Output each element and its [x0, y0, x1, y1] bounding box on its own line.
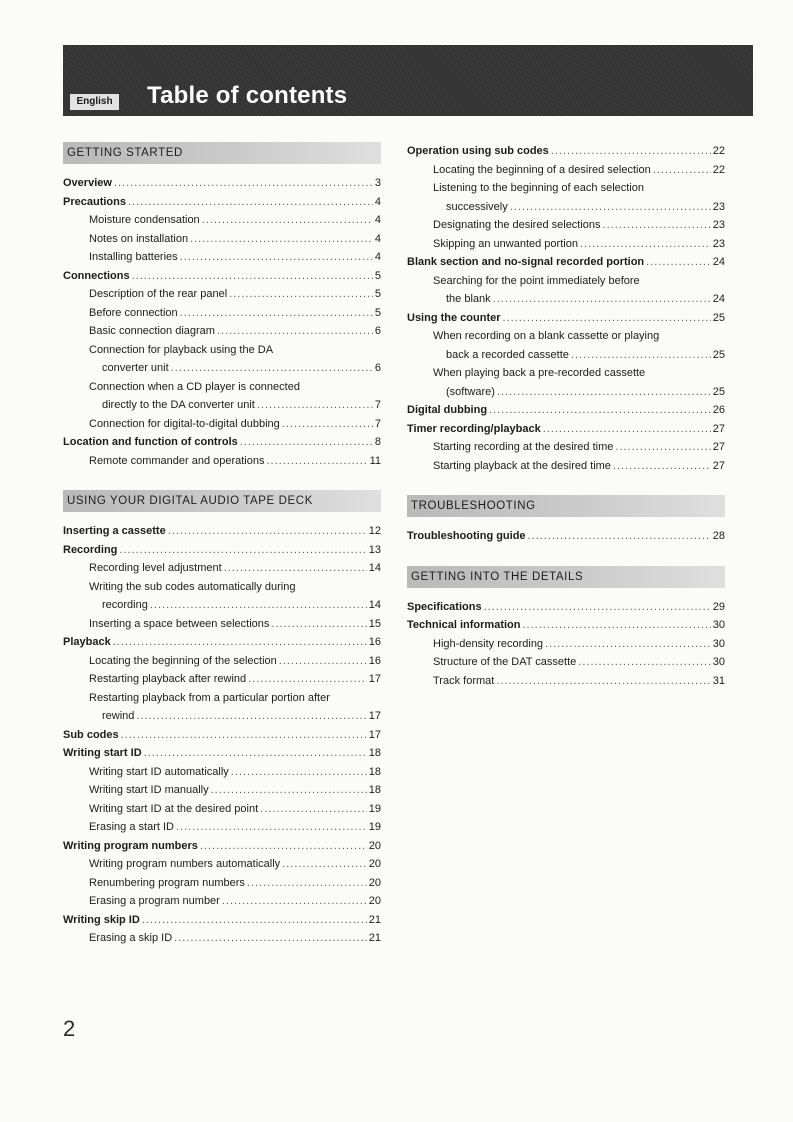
toc-entry-title: Connection for digital-to-digital dubbing: [89, 417, 280, 430]
toc-entry-title: Timer recording/playback: [407, 422, 541, 435]
dot-leader: [128, 193, 373, 212]
toc-entry-page: 24: [712, 293, 725, 305]
toc-entry-page: 26: [712, 404, 725, 416]
toc-entry[interactable]: [63, 559, 381, 578]
toc-entry[interactable]: [407, 272, 725, 291]
toc-entry-page: 20: [368, 895, 381, 907]
section-heading-troubleshooting: TROUBLESHOOTING: [407, 495, 725, 517]
toc-entry-title: Installing batteries: [89, 251, 178, 263]
toc-entry[interactable]: [63, 174, 381, 193]
toc-entry-title: Location and function of controls: [63, 436, 238, 448]
toc-entry[interactable]: [407, 672, 725, 691]
dot-leader: [211, 781, 367, 800]
toc-entry-page: 11: [369, 454, 381, 467]
toc-entry-title: Skipping an unwanted portion: [433, 237, 578, 250]
toc-entry-page: 19: [368, 821, 381, 833]
toc-entry-title: Listening to the beginning of each selection: [433, 182, 644, 194]
dot-leader: [257, 396, 373, 415]
toc-entry-title: Erasing a skip ID: [89, 932, 173, 944]
toc-entry[interactable]: [407, 327, 725, 346]
toc-entry-title: rewind: [102, 710, 135, 722]
toc-entry-title: Connection when a CD player is connected: [89, 380, 300, 393]
dot-leader: [180, 248, 373, 267]
toc-entry-page: 12: [368, 525, 381, 537]
toc-entry[interactable]: [407, 235, 725, 254]
toc-entry-title: Structure of the DAT cassette: [433, 656, 577, 668]
toc-entry[interactable]: [63, 615, 381, 634]
toc-entry[interactable]: [407, 364, 725, 383]
toc-entry-title: successively: [446, 200, 508, 213]
dot-leader: [571, 346, 711, 365]
dot-leader: [578, 653, 710, 672]
toc-entry-title: Designating the desired selections: [433, 219, 601, 231]
toc-entry-page: 5: [374, 269, 381, 282]
toc-left-column: [63, 142, 381, 948]
toc-entry-page: 25: [712, 348, 725, 361]
dot-leader: [202, 211, 373, 230]
toc-entry-title: the blank: [446, 293, 491, 305]
toc-entry-title: Connection for playback using the DA: [89, 343, 274, 356]
toc-entry[interactable]: [63, 359, 381, 378]
toc-entry-page: 30: [712, 656, 725, 668]
toc-entry-page: 4: [374, 214, 381, 226]
toc-entry-title: Writing start ID automatically: [89, 765, 229, 778]
toc-entry[interactable]: [407, 161, 725, 180]
toc-entry-page: 24: [712, 256, 725, 268]
toc-entry-title: Recording level adjustment: [89, 562, 222, 574]
toc-entry[interactable]: [63, 193, 381, 212]
toc-entry-title: Overview: [63, 177, 112, 189]
toc-entry-page: 20: [368, 876, 381, 889]
toc-entry-page: 8: [374, 436, 381, 448]
dot-leader: [615, 438, 710, 457]
toc-entry-title: Blank section and no-signal recorded portion: [407, 256, 645, 268]
toc-entry[interactable]: [407, 401, 725, 420]
toc-entry-page: 21: [368, 913, 381, 926]
toc-entry-page: 5: [374, 288, 381, 300]
toc-entry-title: Writing skip ID: [63, 913, 140, 926]
dot-leader: [171, 359, 373, 378]
toc-entry[interactable]: [407, 216, 725, 235]
toc-entry[interactable]: [63, 322, 381, 341]
dot-leader: [190, 230, 373, 249]
toc-entry[interactable]: [63, 230, 381, 249]
dot-leader: [168, 522, 367, 541]
toc-entry-title: When playing back a pre-recorded cassette: [433, 367, 646, 379]
dot-leader: [510, 198, 711, 217]
dot-leader: [260, 800, 367, 819]
toc-right-column: [407, 142, 725, 690]
toc-entry-title: Searching for the point immediately before: [433, 274, 640, 287]
toc-entry-page: 14: [368, 562, 381, 574]
toc-entry-page: 22: [712, 163, 725, 176]
dot-leader: [503, 309, 711, 328]
toc-entry-page: 18: [368, 765, 381, 778]
dot-leader: [646, 253, 711, 272]
dot-leader: [144, 744, 367, 763]
toc-entry-page: 20: [368, 858, 381, 870]
dot-leader: [282, 415, 373, 434]
toc-entry-page: 25: [712, 311, 725, 324]
toc-entry-title: converter unit: [102, 362, 169, 374]
dot-leader: [136, 707, 366, 726]
toc-entry-page: 6: [374, 362, 381, 374]
toc-entry[interactable]: [407, 253, 725, 272]
toc-entry-title: Inserting a space between selections: [89, 617, 270, 630]
toc-entry[interactable]: [63, 341, 381, 360]
dot-leader: [522, 616, 710, 635]
toc-entry[interactable]: [407, 616, 725, 635]
toc-entry[interactable]: [63, 378, 381, 397]
toc-entry-page: 23: [712, 200, 725, 213]
toc-entry[interactable]: [63, 211, 381, 230]
toc-entry[interactable]: [63, 304, 381, 323]
toc-entry[interactable]: [63, 652, 381, 671]
dot-leader: [271, 615, 366, 634]
toc-entry-page: 16: [368, 654, 381, 667]
section-heading-using-your-digital-audio-tape-deck: USING YOUR DIGITAL AUDIO TAPE DECK: [63, 490, 381, 512]
dot-leader: [200, 837, 367, 856]
dot-leader: [528, 527, 711, 546]
toc-entry-title: Writing program numbers: [63, 839, 198, 852]
toc-entry-title: Basic connection diagram: [89, 325, 215, 337]
toc-entry[interactable]: [407, 457, 725, 476]
dot-leader: [150, 596, 367, 615]
toc-entry-page: 18: [368, 784, 381, 796]
toc-entry[interactable]: [407, 346, 725, 365]
toc-entry[interactable]: [63, 855, 381, 874]
toc-entry-page: 22: [712, 145, 725, 157]
toc-entry-page: 21: [368, 932, 381, 944]
toc-entry-page: 17: [368, 710, 381, 722]
dot-leader: [142, 911, 367, 930]
dot-leader: [217, 322, 373, 341]
dot-leader: [229, 285, 373, 304]
toc-entry[interactable]: [407, 142, 725, 161]
toc-entry-title: Inserting a cassette: [63, 525, 166, 537]
toc-entry[interactable]: [63, 744, 381, 763]
toc-entry-page: 20: [368, 839, 381, 852]
toc-entry[interactable]: [63, 578, 381, 597]
toc-entry[interactable]: [407, 438, 725, 457]
toc-entry-page: 27: [712, 459, 725, 472]
toc-entry[interactable]: [63, 781, 381, 800]
toc-entry[interactable]: [63, 248, 381, 267]
toc-entry-page: 31: [712, 674, 725, 687]
toc-entry-title: Digital dubbing: [407, 404, 488, 416]
toc-entry-page: 15: [368, 617, 381, 630]
dot-leader: [132, 267, 373, 286]
toc-entry[interactable]: [63, 929, 381, 948]
toc-entry-title: Writing start ID: [63, 747, 142, 759]
section-gap: [407, 475, 725, 495]
dot-leader: [551, 142, 711, 161]
toc-entry[interactable]: [407, 527, 725, 546]
section-heading-getting-into-the-details: GETTING INTO THE DETAILS: [407, 566, 725, 588]
toc-entry-page: 4: [374, 251, 381, 263]
toc-entry-title: Troubleshooting guide: [407, 530, 526, 542]
toc-entry[interactable]: [63, 818, 381, 837]
dot-leader: [231, 763, 367, 782]
dot-leader: [545, 635, 711, 654]
toc-entry-title: Remote commander and operations: [89, 454, 265, 467]
dot-leader: [222, 892, 367, 911]
toc-entry-title: Starting playback at the desired time: [433, 459, 611, 472]
page-title: Table of contents: [147, 82, 348, 109]
dot-leader: [224, 559, 367, 578]
toc-entry-title: Description of the rear panel: [89, 288, 228, 300]
toc-entry[interactable]: [407, 653, 725, 672]
dot-leader: [282, 855, 367, 874]
toc-entry[interactable]: [63, 892, 381, 911]
dot-leader: [279, 652, 367, 671]
dot-leader: [176, 818, 367, 837]
dot-leader: [484, 598, 711, 617]
section-gap: [407, 546, 725, 566]
toc-entry-page: 30: [712, 619, 725, 631]
toc-entry[interactable]: [407, 598, 725, 617]
toc-entry[interactable]: [63, 726, 381, 745]
toc-entry[interactable]: [63, 415, 381, 434]
toc-entry-title: Track format: [433, 674, 495, 687]
toc-entry-title: Restarting playback from a particular portion after: [89, 691, 330, 704]
dot-leader: [121, 726, 367, 745]
toc-entry-page: 4: [374, 195, 381, 208]
toc-entry-page: 6: [374, 325, 381, 337]
toc-entry[interactable]: [63, 670, 381, 689]
section-heading-getting-started: GETTING STARTED: [63, 142, 381, 164]
dot-leader: [603, 216, 711, 235]
toc-entry-page: 19: [368, 802, 381, 815]
toc-entry[interactable]: [407, 198, 725, 217]
toc-entry[interactable]: [63, 452, 381, 471]
dot-leader: [489, 401, 711, 420]
toc-entry-page: 23: [712, 237, 725, 250]
toc-entry[interactable]: [63, 433, 381, 452]
dot-leader: [114, 174, 373, 193]
dot-leader: [119, 541, 366, 560]
toc-entry-title: Locating the beginning of the selection: [89, 654, 277, 667]
toc-entry[interactable]: [63, 267, 381, 286]
section-gap: [63, 470, 381, 490]
toc-entry-page: 13: [368, 543, 381, 556]
dot-leader: [248, 670, 367, 689]
toc-entry-title: High-density recording: [433, 637, 544, 650]
toc-entry-title: directly to the DA converter unit: [102, 399, 255, 411]
toc-entry[interactable]: [63, 689, 381, 708]
toc-entry-title: Locating the beginning of a desired selection: [433, 163, 651, 176]
toc-entry-page: 7: [374, 417, 381, 430]
toc-entry-title: Erasing a program number: [89, 895, 220, 907]
toc-entry-title: recording: [102, 599, 148, 611]
toc-entry-title: Specifications: [407, 600, 482, 613]
toc-entry[interactable]: [407, 420, 725, 439]
toc-entry-title: Notes on installation: [89, 232, 189, 245]
toc-entry-page: 28: [712, 530, 725, 542]
page-number: 2: [63, 1016, 76, 1041]
dot-leader: [266, 452, 367, 471]
toc-entry-page: 3: [374, 177, 381, 189]
toc-entry-title: Precautions: [63, 195, 126, 208]
toc-entry-title: Starting recording at the desired time: [433, 441, 614, 453]
toc-entry-title: Recording: [63, 543, 118, 556]
dot-leader: [174, 929, 367, 948]
toc-entry-title: Connections: [63, 269, 130, 282]
toc-entry[interactable]: [407, 309, 725, 328]
page-header: [63, 45, 753, 116]
toc-entry-page: 17: [368, 673, 381, 685]
dot-leader: [496, 672, 710, 691]
toc-entry[interactable]: [63, 800, 381, 819]
toc-entry-page: 29: [712, 600, 725, 613]
toc-entry[interactable]: [63, 541, 381, 560]
dot-leader: [653, 161, 711, 180]
toc-entry-title: When recording on a blank cassette or playing: [433, 330, 660, 342]
language-label: English: [70, 94, 119, 110]
toc-entry-title: Sub codes: [63, 728, 119, 741]
toc-entry[interactable]: [63, 596, 381, 615]
toc-entry[interactable]: [407, 635, 725, 654]
toc-entry-page: 7: [374, 399, 381, 411]
toc-entry-page: 5: [374, 306, 381, 319]
toc-entry[interactable]: [407, 290, 725, 309]
dot-leader: [180, 304, 373, 323]
toc-entry[interactable]: [63, 707, 381, 726]
toc-entry-title: Writing program numbers automatically: [89, 858, 281, 870]
toc-entry-title: Writing start ID at the desired point: [89, 802, 259, 815]
dot-leader: [113, 633, 367, 652]
dot-leader: [240, 433, 373, 452]
toc-entry-page: 23: [712, 219, 725, 231]
dot-leader: [493, 290, 711, 309]
toc-entry-title: Moisture condensation: [89, 214, 200, 226]
dot-leader: [497, 383, 711, 402]
toc-entry-title: Technical information: [407, 619, 521, 631]
dot-leader: [543, 420, 711, 439]
toc-entry[interactable]: [407, 179, 725, 198]
toc-entry[interactable]: [407, 383, 725, 402]
toc-entry-title: Playback: [63, 636, 111, 648]
dot-leader: [613, 457, 711, 476]
dot-leader: [247, 874, 367, 893]
toc-entry-page: 25: [712, 385, 725, 398]
toc-entry-page: 14: [368, 599, 381, 611]
toc-entry-title: Operation using sub codes: [407, 145, 549, 157]
toc-entry-page: 27: [712, 441, 725, 453]
toc-entry-title: back a recorded cassette: [446, 348, 569, 361]
toc-entry-title: (software): [446, 385, 495, 398]
toc-entry-page: 17: [368, 728, 381, 741]
toc-entry[interactable]: [63, 633, 381, 652]
toc-entry-page: 30: [712, 637, 725, 650]
toc-entry-title: Erasing a start ID: [89, 821, 174, 833]
toc-entry-title: Using the counter: [407, 311, 501, 324]
toc-entry-title: Before connection: [89, 306, 178, 319]
toc-entry-page: 18: [368, 747, 381, 759]
toc-entry[interactable]: [63, 911, 381, 930]
toc-entry-title: Renumbering program numbers: [89, 876, 245, 889]
toc-entry[interactable]: [63, 522, 381, 541]
toc-entry-page: 4: [374, 232, 381, 245]
dot-leader: [580, 235, 711, 254]
toc-entry-title: Restarting playback after rewind: [89, 673, 247, 685]
toc-entry[interactable]: [63, 396, 381, 415]
toc-entry[interactable]: [63, 763, 381, 782]
toc-entry[interactable]: [63, 837, 381, 856]
toc-entry[interactable]: [63, 285, 381, 304]
toc-entry[interactable]: [63, 874, 381, 893]
toc-entry-page: 16: [368, 636, 381, 648]
toc-entry-title: Writing start ID manually: [89, 784, 209, 796]
toc-entry-page: 27: [712, 422, 725, 435]
toc-entry-title: Writing the sub codes automatically during: [89, 580, 296, 593]
